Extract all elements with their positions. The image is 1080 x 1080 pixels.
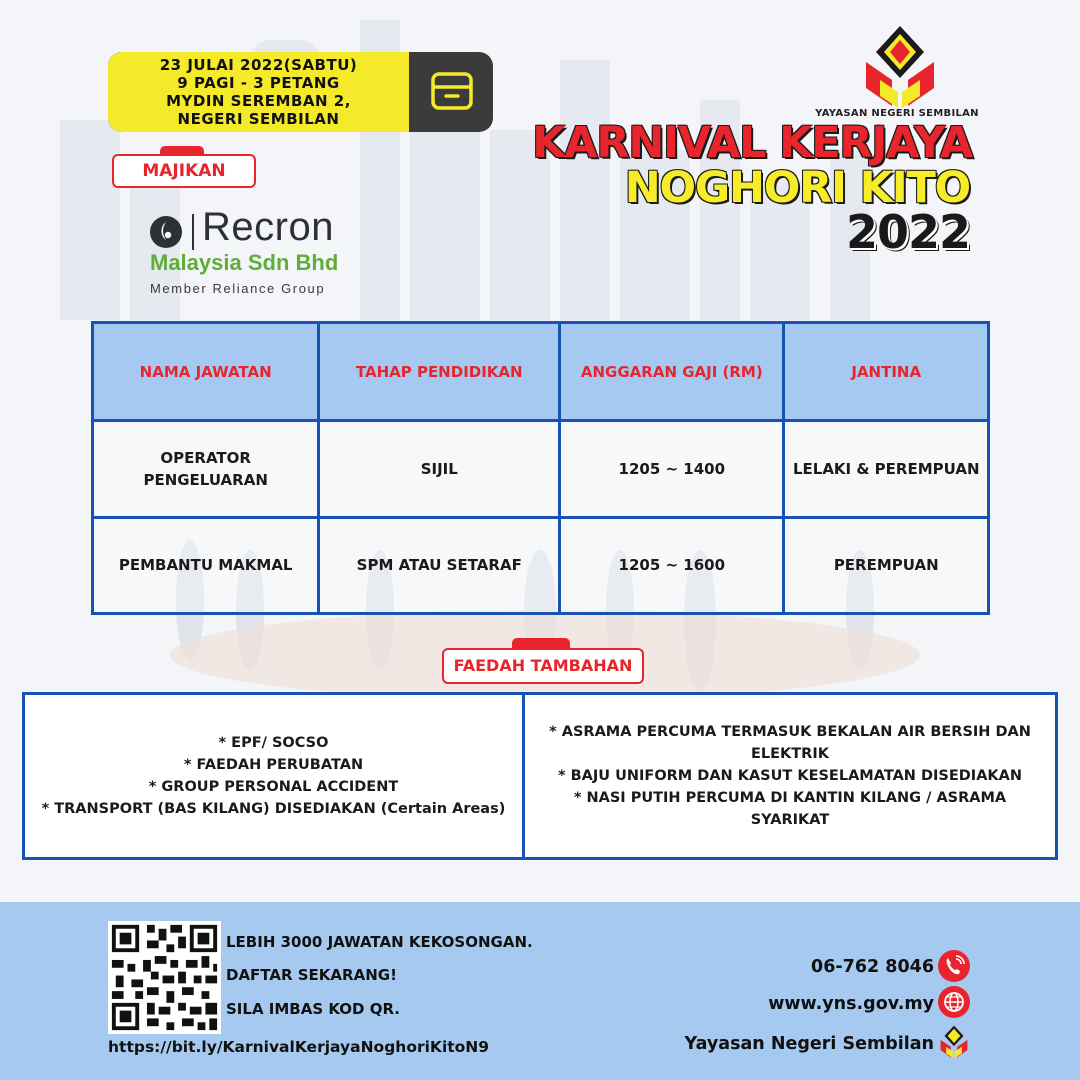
footer-vacancies: LEBIH 3000 JAWATAN KEKOSONGAN.: [226, 933, 533, 951]
reliance-logo-icon: [148, 214, 184, 250]
event-state: NEGERI SEMBILAN: [177, 110, 340, 128]
qr-code[interactable]: [108, 921, 221, 1034]
event-info-text: [108, 56, 409, 128]
benefit-item: * GROUP PERSONAL ACCIDENT: [148, 779, 399, 795]
employer-company: Malaysia Sdn Bhd: [150, 250, 339, 275]
footer-link[interactable]: https://bit.ly/KarnivalKerjayaNoghoriKitoN9: [108, 1038, 490, 1056]
header-education: TAHAP PENDIDIKAN: [319, 323, 560, 421]
cell-salary: 1205 ~ 1400: [560, 421, 784, 517]
title-year: 2022: [845, 205, 970, 259]
table-row: [93, 517, 989, 613]
table-header-row: [93, 323, 989, 421]
employer-badge: MAJIKAN: [112, 154, 256, 188]
employer-name: Recron: [202, 205, 334, 249]
benefits-right: [525, 692, 1058, 860]
archive-icon: [430, 71, 474, 111]
cell-position: OPERATOR PENGELUARAN: [93, 421, 319, 517]
footer-register: DAFTAR SEKARANG!: [226, 966, 397, 984]
cell-gender: PEREMPUAN: [784, 517, 989, 613]
benefits-panel: [22, 692, 1058, 860]
benefits-left: [22, 692, 525, 860]
header-position: NAMA JAWATAN: [93, 323, 319, 421]
footer-website[interactable]: www.yns.gov.my: [768, 994, 934, 1014]
globe-icon: [937, 985, 971, 1019]
footer-scan: SILA IMBAS KOD QR.: [226, 1000, 401, 1018]
event-time: 9 PAGI - 3 PETANG: [177, 74, 340, 92]
footer-phone[interactable]: 06-762 8046: [811, 957, 934, 977]
cell-salary: 1205 ~ 1600: [560, 517, 784, 613]
badge-tab: [512, 638, 570, 648]
employer-group: Member Reliance Group: [150, 281, 326, 296]
benefit-item: * FAEDAH PERUBATAN: [183, 757, 364, 773]
benefit-item: * TRANSPORT (BAS KILANG) DISEDIAKAN (Certain Areas): [41, 801, 506, 817]
benefit-item: * NASI PUTIH PERCUMA DI KANTIN KILANG / ASRAMA SYARIKAT: [573, 790, 1007, 828]
benefit-item: * EPF/ SOCSO: [218, 735, 329, 751]
cell-gender: LELAKI & PEREMPUAN: [784, 421, 989, 517]
cell-education: SPM ATAU SETARAF: [319, 517, 560, 613]
yns-logo-caption: YAYASAN NEGERI SEMBILAN: [815, 108, 979, 119]
benefits-badge: FAEDAH TAMBAHAN: [442, 648, 644, 684]
event-date: 23 JULAI 2022(SABTU): [159, 56, 358, 74]
benefit-item: * ASRAMA PERCUMA TERMASUK BEKALAN AIR BERSIH DAN ELEKTRIK: [549, 724, 1031, 762]
event-venue: MYDIN SEREMBAN 2,: [166, 92, 351, 110]
jobs-table: [91, 321, 990, 615]
yns-logo-icon: [862, 22, 938, 108]
yns-logo-icon: [937, 1024, 971, 1058]
event-info-box: [108, 52, 493, 132]
header-salary: ANGGARAN GAJI (RM): [560, 323, 784, 421]
title-line-1: KARNIVAL KERJAYA: [532, 118, 972, 168]
title-line-2: NOGHORI KITO: [624, 163, 970, 213]
cell-position: PEMBANTU MAKMAL: [93, 517, 319, 613]
cell-education: SIJIL: [319, 421, 560, 517]
table-row: [93, 421, 989, 517]
benefit-item: * BAJU UNIFORM DAN KASUT KESELAMATAN DISEDIAKAN: [557, 768, 1023, 784]
phone-icon: [937, 949, 971, 983]
logo-divider: [192, 214, 194, 250]
header-gender: JANTINA: [784, 323, 989, 421]
footer-org: Yayasan Negeri Sembilan: [684, 1034, 934, 1054]
